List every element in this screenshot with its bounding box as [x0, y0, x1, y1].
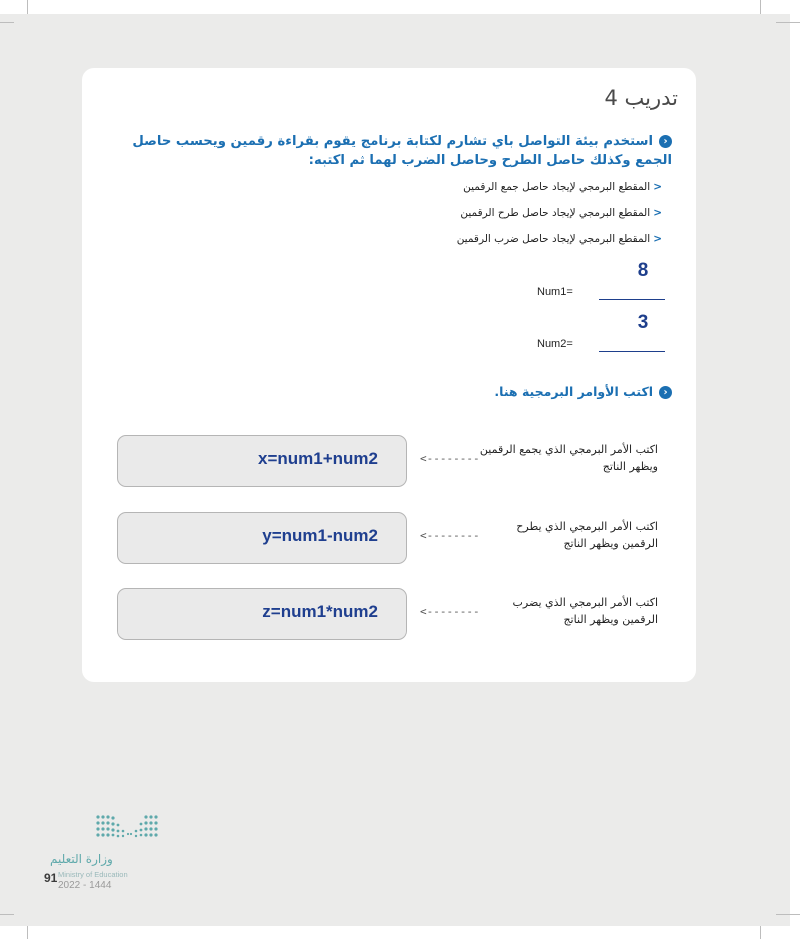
crop-mark — [27, 926, 28, 939]
code-row — [82, 512, 696, 566]
exercise-title: تدريب 4 — [604, 86, 678, 110]
answer-line — [599, 351, 665, 352]
chevron-left-icon: < — [653, 207, 662, 219]
code-text: y=num1-num2 — [262, 526, 378, 545]
sub-item-label: المقطع البرمجي لإيجاد حاصل ضرب الرقمين — [456, 233, 651, 245]
crop-mark — [776, 914, 800, 915]
ministry-logo-icon — [52, 812, 192, 846]
variable-label: Num1= — [537, 286, 573, 298]
page-number: 91 — [44, 871, 58, 885]
variable-value: 3 — [637, 312, 649, 333]
row-description: اكتب الأمر البرمجي الذي يطرح الرقمين ويظهر الناتج — [516, 520, 658, 550]
list-item — [457, 206, 662, 232]
row-description: اكتب الأمر البرمجي الذي يضرب الرقمين ويظهر الناتج — [512, 596, 658, 626]
variable-num2 — [537, 312, 667, 352]
code-answer-box[interactable] — [117, 588, 407, 640]
crop-mark — [27, 0, 28, 14]
row-description: اكتب الأمر البرمجي الذي يجمع الرقمين ويظهر الناتج — [479, 443, 658, 473]
code-row — [82, 435, 696, 489]
ministry-name-english: Ministry of Education — [58, 870, 128, 879]
crop-mark — [776, 22, 800, 23]
list-item — [457, 232, 662, 258]
chevron-left-icon: < — [653, 181, 662, 193]
variable-label: Num2= — [537, 338, 573, 350]
code-text: x=num1+num2 — [258, 449, 378, 468]
dashed-arrow-icon: <-------- — [420, 605, 480, 618]
answer-line — [599, 299, 665, 300]
instruction-label: اكتب الأوامر البرمجية هنا. — [494, 384, 653, 399]
dashed-arrow-icon: <-------- — [420, 452, 480, 465]
crop-mark — [760, 0, 761, 14]
dashed-arrow-icon: <-------- — [420, 529, 480, 542]
variable-value: 8 — [637, 260, 649, 281]
academic-year: 2022 - 1444 — [58, 880, 112, 891]
sub-item-label: المقطع البرمجي لإيجاد حاصل جمع الرقمين — [463, 181, 651, 193]
code-row — [82, 588, 696, 642]
crop-mark — [0, 22, 14, 23]
code-answer-box[interactable] — [117, 435, 407, 487]
crop-mark — [760, 926, 761, 939]
instruction-text — [494, 384, 672, 399]
chevron-left-icon: < — [653, 233, 662, 245]
exercise-card — [82, 68, 696, 682]
list-item — [457, 180, 662, 206]
code-text: z=num1*num2 — [262, 602, 378, 621]
question-text — [92, 132, 672, 170]
question-label: استخدم بيئة التواصل باي تشارم لكتابة برنامج يقوم بقراءة رقمين ويحسب حاصل الجمع وكذلك حاصل الطرح وحاصل الضرب لهما ثم اكتبه: — [132, 134, 672, 168]
variable-num1 — [537, 260, 667, 300]
sub-item-label: المقطع البرمجي لإيجاد حاصل طرح الرقمين — [460, 207, 651, 219]
chevron-circle-icon: ‹ — [659, 386, 672, 399]
code-answer-box[interactable] — [117, 512, 407, 564]
chevron-circle-icon: ‹ — [659, 135, 672, 148]
ministry-name-arabic: وزارة التعليم — [50, 852, 113, 866]
crop-mark — [0, 914, 14, 915]
sub-item-list — [457, 180, 662, 258]
